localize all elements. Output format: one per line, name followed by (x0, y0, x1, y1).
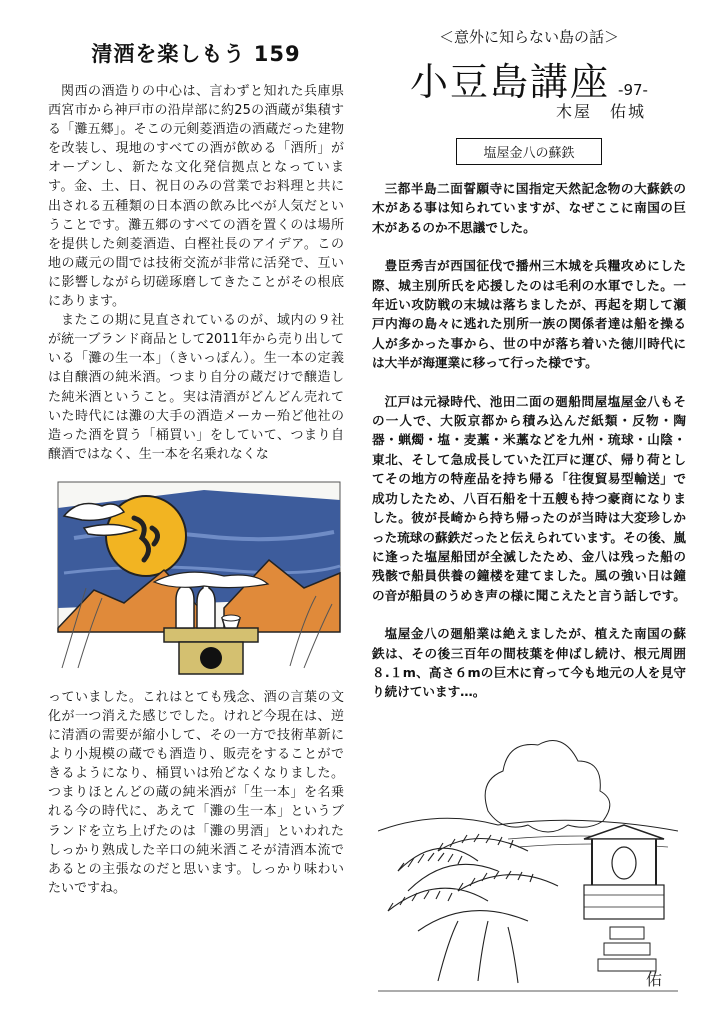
artist-signature: 佑 (646, 969, 663, 989)
left-paragraph-3: っていました。これはとても残念、酒の言葉の文化が一つ消えた感じでした。けれど今現在は、逆に清酒の需要が縮小して、その一方で技術革新により小規模の蔵でも酒造り、販売をすることができるようになり、桶買いは殆どなくなりました。つまりほとんどの蔵の純米酒が「生一本」を名乗れる今の時代に、あえて「灘の生一本」というブランドを立ち上げたのは「灘の男酒」といわれたしっかり熟成した辛口の純米酒こそが清酒本流であるとの主張なのだと思います。しっかり味わいたいですね。 (48, 689, 344, 896)
bell-tower (584, 825, 664, 919)
right-paragraph-3: 江戸は元禄時代、池田二面の廻船問屋塩屋金八もその一人で、大阪京都から積み込んだ紙類・反物・陶器・蝋燭・塩・麦藁・米藁などを九州・琉球・山陰・東北、そして急成長していた江戸に運び、帰り荷としてその地方の特産品を持ち帰る「往復貿易型輸送」で成功したため、八百石船を十五艘も持つ豪商になりました。彼が長崎から持ち帰ったのが当時は大変珍しかった琉球の蘇鉄だったと伝えられています。その後、嵐に逢った塩屋船団が全滅したため、金八は残った船の残骸で船員供養の鐘楼を建てました。風の強い日は鐘の音が船員のうめき声の様に聞こえたと言う話しです。 (372, 393, 686, 603)
cumulus-cloud (485, 740, 610, 831)
article-title: 小豆島講座 (410, 60, 611, 104)
section-heading: 塩屋金八の蘇鉄 (456, 138, 602, 165)
left-paragraph-2: またこの期に見直されているのが、域内の９社が統一ブランド商品として2011年から売り出している「灘の生一本」（きいっぽん）。生一本の定義は自醸酒の純米酒。つまり自分の蔵だけで醸造した純米酒ということ。実は清酒がどんどん売れていた時代には灘の大手の酒造メーカー殆ど他社の造った酒を買う「桶買い」をしていて、つまり自醸酒ではなく、生一本を名乗れなくな (48, 313, 344, 462)
sotetsu-tree (388, 834, 558, 983)
right-paragraph-2: 豊臣秀吉が西国征伐で播州三木城を兵糧攻めにした際、城主別所氏を応援したのは毛利の水軍でした。一年近い攻防戦の末城は落ちましたが、再起を期して瀬戸内海の島々に逃れた別所一族の関係者達は船を操る人が多かった事から、世の中が落ち着いた徳川時代には大半が海運業に移って行った様です。 (372, 258, 686, 371)
left-paragraph-1: 関西の酒造りの中心は、言わずと知れた兵庫県西宮市から神戸市の沿岸部に約25の酒蔵が集積する「灘五郷」。そこの元剣菱酒造の酒蔵だった建物を改装し、現地のすべての酒が飲める「酒所」がオープンし、新たな文化発信拠点となっています。金、土、日、祝日のみの営業でお料理と共に出される五種類の日本酒の飲み比べが人気だということです。灘五郷のすべての酒を置くのは場所を提供した剣菱酒造、白樫社長のアイデア。この地の蔵元の間では技術交流が非常に活発で、互いに影響しながら切磋琢磨してきたことがその根底にあります。 (48, 84, 344, 310)
left-article (48, 38, 344, 898)
article-title-row (372, 51, 686, 104)
right-article (372, 26, 686, 1001)
table-top (164, 628, 258, 642)
series-title: ＜意外に知らない島の話＞ (438, 28, 619, 46)
author-name: 木屋 佑城 (555, 102, 646, 121)
stone-steps (598, 927, 656, 971)
article-number: -97- (618, 81, 648, 99)
table-hole (200, 647, 222, 669)
sake-moon-illustration (54, 478, 344, 678)
right-paragraph-4: 塩屋金八の廻船業は絶えましたが、植えた南国の蘇鉄は、その後三百年の間枝葉を伸ばし続け、根元周囲８.１m、高さ６mの巨木に育って今も地元の人を見守り続けています…。 (372, 626, 686, 700)
left-article-title: 清酒を楽しもう 159 (91, 42, 301, 66)
sotetsu-illustration (378, 721, 678, 1001)
right-paragraph-1: 三都半島二面誓願寺に国指定天然記念物の大蘇鉄の木がある事は知られていますが、なぜここに南国の巨木があるのか不思議でした。 (372, 181, 686, 235)
bell (612, 847, 636, 879)
